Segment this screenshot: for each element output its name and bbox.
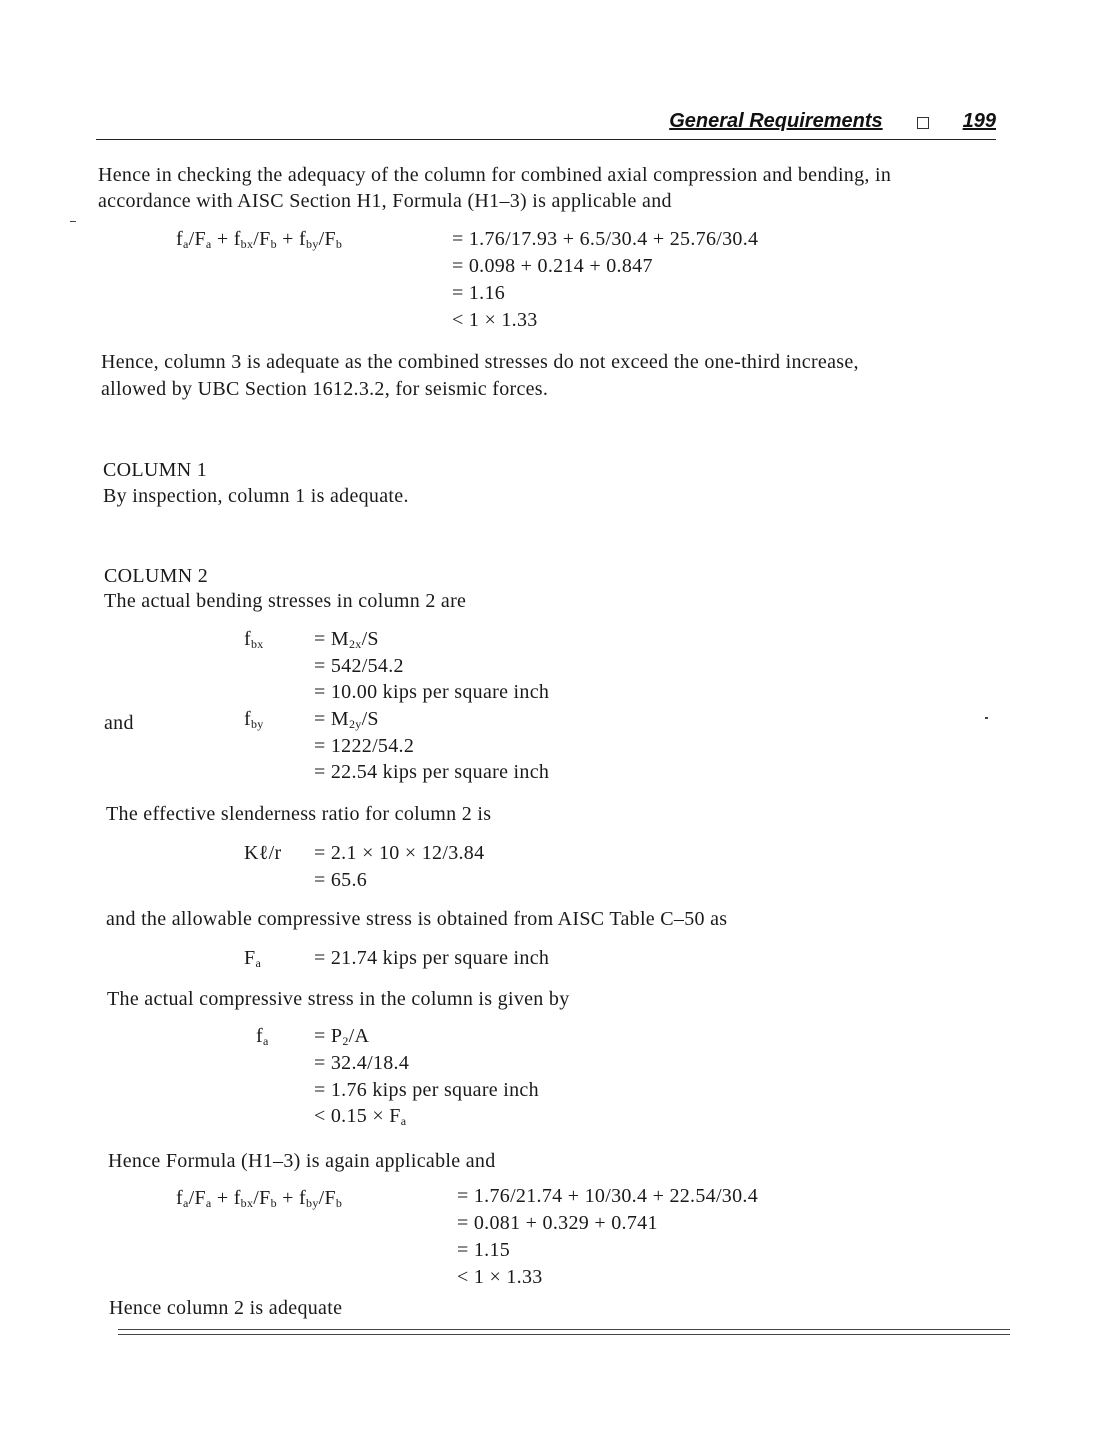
col3-conclusion-line-2: allowed by UBC Section 1612.3.2, for seismic forces. (101, 378, 549, 400)
fa-line: < $0.15 \times F_a$ (314, 1105, 407, 1128)
column1-heading: COLUMN 1 (103, 459, 208, 481)
footer-rule (118, 1334, 1010, 1335)
column2-intro: The actual bending stresses in column 2 are (104, 590, 467, 612)
fbx-symbol: $f_{bx}$ (244, 628, 264, 651)
intro-line-2: accordance with AISC Section H1, Formula (H1–3) is applicable and (98, 190, 672, 212)
allowable-intro: and the allowable compressive stress is obtained from AISC Table C–50 as (106, 908, 728, 930)
eq1-lhs: $f_a/F_a + f_{bx}/F_b + f_{by}/F_b$ (176, 228, 343, 251)
margin-mark (985, 717, 988, 719)
fa-symbol: $f_a$ (256, 1025, 269, 1048)
slenderness-intro: The effective slenderness ratio for column 2 is (106, 803, 492, 825)
slenderness-line: = 65.6 (314, 869, 368, 891)
slenderness-line: = 2.1 × 10 × 12/3.84 (314, 842, 485, 864)
fbx-line: = $M_{2x}/S$ (314, 628, 379, 651)
header-title: General Requirements (669, 110, 883, 132)
fbx-line: = 542/54.2 (314, 655, 404, 677)
eq2-rhs-line: = 0.081 + 0.329 + 0.741 (457, 1212, 658, 1234)
eq2-rhs-line: = 1.76/21.74 + 10/30.4 + 22.54/30.4 (457, 1185, 759, 1207)
running-header (669, 110, 996, 133)
slenderness-lhs: Kℓ/r (244, 842, 282, 864)
fa-line: = $P_2/A$ (314, 1025, 370, 1048)
fa-line: = 32.4/18.4 (314, 1052, 410, 1074)
fby-line: = 22.54 kips per square inch (314, 761, 550, 783)
header-rule (96, 139, 996, 140)
column2-heading: COLUMN 2 (104, 565, 209, 587)
fbx-line: = 10.00 kips per square inch (314, 681, 550, 703)
column1-text: By inspection, column 1 is adequate. (103, 485, 409, 507)
fa-line: = 1.76 kips per square inch (314, 1079, 539, 1101)
Fa-symbol: $F_a$ (244, 947, 262, 970)
eq2-rhs-line: < 1 × 1.33 (457, 1266, 543, 1288)
eq2-lhs: $f_a/F_a + f_{bx}/F_b + f_{by}/F_b$ (176, 1187, 343, 1210)
margin-mark (70, 221, 76, 222)
eq2-rhs-line: = 1.15 (457, 1239, 511, 1261)
eq1-rhs-line: < 1 × 1.33 (452, 309, 538, 331)
col3-conclusion-line-1: Hence, column 3 is adequate as the combined stresses do not exceed the one-third increase, (101, 351, 859, 373)
eq1-rhs-line: = 1.16 (452, 282, 506, 304)
actual-intro: The actual compressive stress in the column is given by (107, 988, 570, 1010)
fby-line: = 1222/54.2 (314, 735, 415, 757)
square-outline-icon (917, 117, 929, 129)
Fa-value: = 21.74 kips per square inch (314, 947, 550, 969)
intro-line-1: Hence in checking the adequacy of the column for combined axial compression and bending, in (98, 164, 892, 186)
fby-symbol: $f_{by}$ (244, 708, 264, 731)
eq1-rhs-line: = 0.098 + 0.214 + 0.847 (452, 255, 653, 277)
column2-conclusion: Hence column 2 is adequate (109, 1297, 343, 1319)
eq1-rhs-line: = 1.76/17.93 + 6.5/30.4 + 25.76/30.4 (452, 228, 759, 250)
fby-line: = $M_{2y}/S$ (314, 708, 379, 731)
page-number: 199 (962, 110, 996, 132)
footer-rule (118, 1329, 1010, 1330)
formula-intro: Hence Formula (H1–3) is again applicable and (108, 1150, 496, 1172)
and-label: and (104, 712, 134, 734)
